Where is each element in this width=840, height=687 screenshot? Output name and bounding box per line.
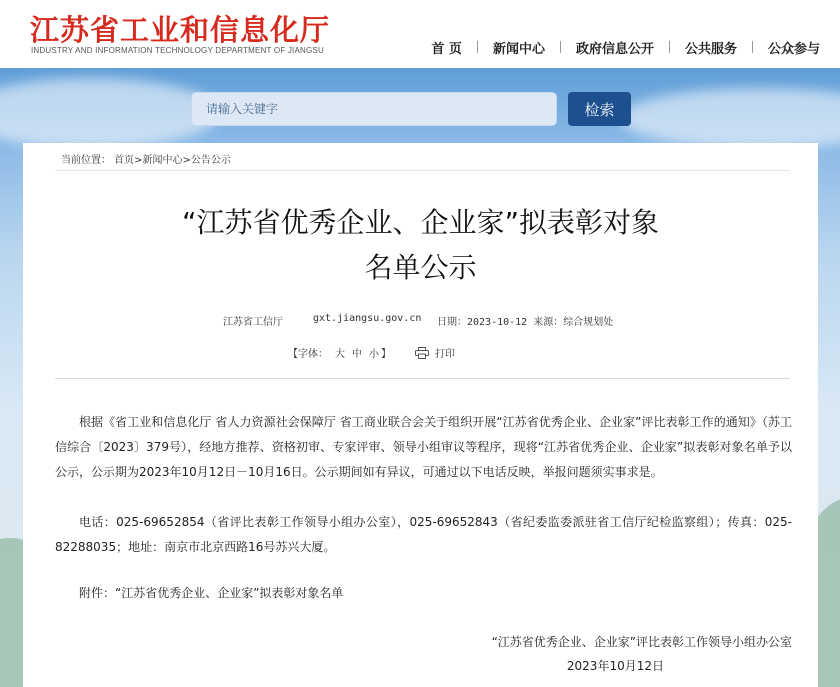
article-date-source: 日期：2023-10-12 来源：综合规划处 [437, 317, 614, 328]
site-header [0, 0, 840, 68]
nav-item-news-center[interactable]: 新闻中心 [492, 41, 545, 57]
breadcrumb-divider [55, 170, 790, 171]
article-paragraph: 根据《省工业和信息化厅 省人力资源社会保障厅 省工商业联合会关于组织开展“江苏省优秀企业、企业家”评比表彰工作的通知》（苏工信综合〔2023〕379号），经地方推荐、资格初审、专家评审、领导小组审议等程序，现将“江苏省优秀企业、企业家”拟表彰对象名单予以公示，公示期为2023年10月12日－10月16日。公示期间如有异议，可通过以下电话反映，举报问题须实事求是。 [55, 415, 792, 479]
site-logo-subtitle: INDUSTRY AND INFORMATION TECHNOLOGY DEPARTMENT OF JIANGSU [31, 46, 324, 55]
font-size-small-button[interactable]: 小 [369, 349, 379, 360]
signature-date: 2023年10月12日 [566, 659, 664, 673]
nav-item-public-participation[interactable]: 公众参与 [767, 41, 820, 57]
font-size-medium-button[interactable]: 中 [352, 349, 362, 360]
main-nav [431, 38, 820, 56]
printer-icon [415, 347, 429, 359]
search-button[interactable]: 检索 [568, 92, 631, 126]
article-title-line-1: “江苏省优秀企业、企业家”拟表彰对象 [181, 206, 659, 239]
content-divider [55, 378, 790, 379]
font-size-close-bracket: 】 [381, 349, 391, 360]
article-source: 江苏省工信厅 [223, 317, 283, 328]
article-card [23, 143, 818, 687]
breadcrumb[interactable]: 当前位置： 首页>新闻中心>公告公示 [61, 155, 231, 166]
print-button[interactable] [415, 345, 457, 360]
cloud-decoration [620, 88, 840, 148]
nav-item-home[interactable]: 首 页 [431, 41, 462, 57]
signature-organization: “江苏省优秀企业、企业家”评比表彰工作领导小组办公室 [491, 635, 792, 649]
nav-divider [752, 41, 753, 53]
article-paragraph-contact: 电话：025-69652854（省评比表彰工作领导小组办公室），025-69652843（省纪委监委派驻省工信厅纪检监察组）；传真：025-82288035；地址：南京市北京西路16号苏兴大厦。 [55, 515, 792, 554]
search-input[interactable] [192, 93, 556, 125]
article-title-line-2: 名单公示 [364, 251, 477, 284]
cloud-decoration [0, 78, 220, 148]
article-attachment-link[interactable]: 附件：“江苏省优秀企业、企业家”拟表彰对象名单 [79, 586, 344, 600]
nav-divider [477, 41, 478, 53]
font-size-large-button[interactable]: 大 [335, 349, 345, 360]
nav-divider [560, 41, 561, 53]
article-domain: gxt.jiangsu.gov.cn [313, 313, 422, 324]
nav-divider [669, 41, 670, 53]
nav-item-gov-info-disclosure[interactable]: 政府信息公开 [575, 41, 654, 57]
nav-item-public-service[interactable]: 公共服务 [684, 41, 737, 57]
print-label: 打印 [435, 349, 455, 360]
search-box [191, 92, 557, 126]
font-size-label: 【字体： [288, 349, 328, 360]
article-tools [288, 345, 459, 360]
site-logo-title[interactable]: 江苏省工业和信息化厅 [30, 13, 331, 47]
